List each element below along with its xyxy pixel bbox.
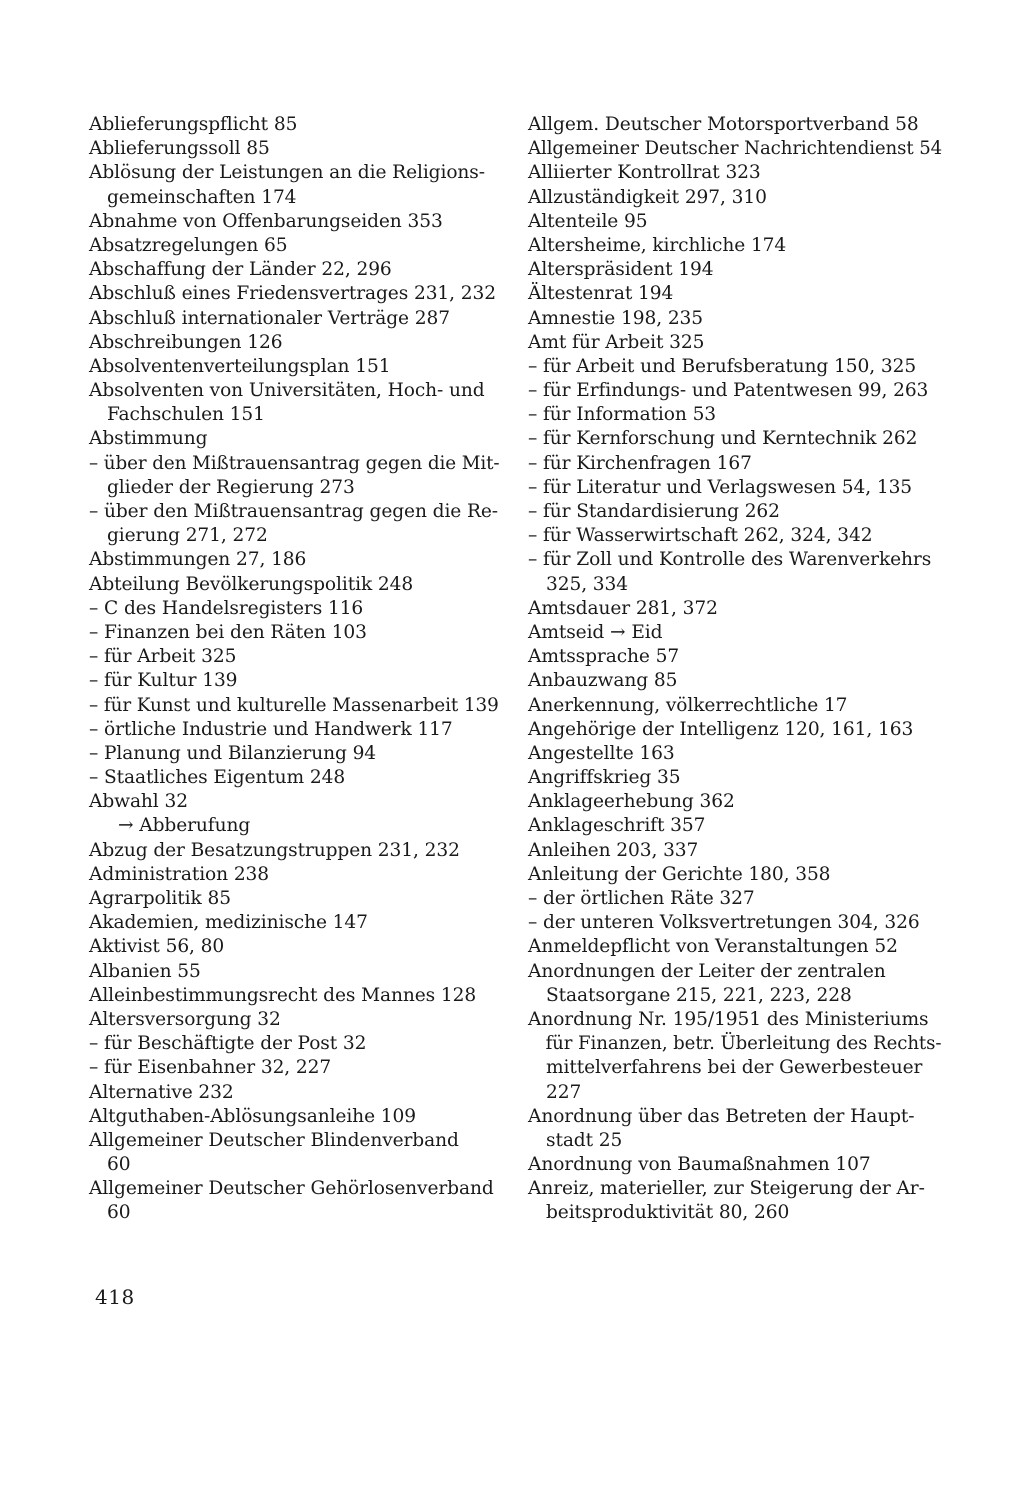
- index-column-left: [89, 113, 499, 1226]
- index-entry: Absolventen von Universitäten, Hoch- und: [89, 380, 485, 402]
- index-entry: Abschaffung der Länder 22, 296: [89, 259, 392, 281]
- index-entry: – für Kunst und kulturelle Massenarbeit 139: [89, 694, 499, 716]
- index-entry: – Planung und Bilanzierung 94: [89, 742, 377, 764]
- index-entry: für Finanzen, betr. Überleitung des Rechts-: [545, 1033, 942, 1055]
- index-entry: – für Kernforschung und Kerntechnik 262: [528, 428, 918, 450]
- index-entry: Allgemeiner Deutscher Blindenverband: [89, 1129, 459, 1151]
- index-entry: – örtliche Industrie und Handwerk 117: [89, 718, 453, 740]
- index-entry: Allgem. Deutscher Motorsportverband 58: [528, 114, 919, 135]
- index-entry: – für Wasserwirtschaft 262, 324, 342: [528, 525, 873, 547]
- index-entry: Allgemeiner Deutscher Nachrichtendienst 54: [528, 138, 943, 160]
- index-entry: → Abberufung: [118, 815, 251, 837]
- index-entry: Alliierter Kontrollrat 323: [528, 162, 761, 184]
- index-entry: Anklageerhebung 362: [528, 791, 735, 813]
- index-entry: – für Beschäftigte der Post 32: [89, 1033, 367, 1055]
- index-entry: – der unteren Volksvertretungen 304, 326: [528, 912, 920, 934]
- index-entry: gemeinschaften 174: [107, 186, 297, 208]
- index-entry: Ablösung der Leistungen an die Religions-: [89, 162, 485, 184]
- index-entry: Alterspräsident 194: [528, 259, 714, 281]
- index-entry: glieder der Regierung 273: [107, 476, 355, 498]
- index-entry: Albanien 55: [89, 960, 201, 982]
- index-entry: Anordnungen der Leiter der zentralen: [528, 960, 886, 982]
- index-entry: – Finanzen bei den Räten 103: [89, 621, 367, 643]
- index-entry: Alternative 232: [89, 1081, 234, 1103]
- index-entry: Allgemeiner Deutscher Gehörlosenverband: [89, 1178, 494, 1200]
- index-entry: Amtssprache 57: [528, 646, 680, 668]
- index-entry: Anleitung der Gerichte 180, 358: [528, 863, 831, 885]
- index-entry: Amtsdauer 281, 372: [528, 597, 718, 619]
- index-entry: – der örtlichen Räte 327: [528, 888, 755, 909]
- index-entry: Anmeldepflicht von Veranstaltungen 52: [528, 936, 898, 958]
- index-entry: 60: [107, 1154, 131, 1176]
- index-entry: – für Literatur und Verlagswesen 54, 135: [528, 476, 913, 498]
- index-entry: Angriffskrieg 35: [528, 767, 681, 789]
- index-entry: Alleinbestimmungsrecht des Mannes 128: [89, 984, 477, 1006]
- index-entry: Ältestenrat 194: [528, 283, 674, 305]
- index-entry: – für Erfindungs- und Patentwesen 99, 263: [528, 380, 929, 402]
- index-entry: Akademien, medizinische 147: [89, 912, 368, 934]
- index-entry: Allzuständigkeit 297, 310: [528, 186, 767, 208]
- index-entry: Anleihen 203, 337: [528, 839, 699, 861]
- index-entry: – Staatliches Eigentum 248: [89, 767, 346, 789]
- index-entry: Administration 238: [89, 863, 270, 885]
- index-entry: gierung 271, 272: [107, 525, 268, 547]
- index-entry: Agrarpolitik 85: [89, 888, 231, 909]
- index-entry: stadt 25: [546, 1129, 623, 1151]
- index-entry: Amnestie 198, 235: [528, 307, 704, 329]
- index-entry: Abschreibungen 126: [89, 331, 283, 353]
- index-entry: Anordnung Nr. 195/1951 des Ministeriums: [528, 1008, 929, 1030]
- index-entry: Altersversorgung 32: [89, 1008, 281, 1030]
- index-entry: – für Kirchenfragen 167: [528, 452, 752, 474]
- index-entry: Ablieferungssoll 85: [89, 138, 270, 160]
- index-entry: Absatzregelungen 65: [89, 234, 288, 256]
- index-entry: Abstimmungen 27, 186: [89, 549, 307, 571]
- index-entry: – über den Mißtrauensantrag gegen die Mit-: [89, 452, 500, 474]
- index-entry: Abschluß eines Friedensvertrages 231, 232: [89, 283, 496, 305]
- index-entry: Angestellte 163: [528, 742, 675, 764]
- index-entry: Ablieferungspflicht 85: [89, 114, 298, 135]
- index-entry: – C des Handelsregisters 116: [89, 597, 364, 619]
- index-entry: Anerkennung, völkerrechtliche 17: [528, 694, 848, 716]
- index-column-right: [528, 113, 942, 1226]
- index-entry: Abnahme von Offenbarungseiden 353: [89, 210, 443, 232]
- page-number: 418: [95, 1285, 135, 1309]
- index-entry: Anklageschrift 357: [528, 815, 706, 837]
- index-entry: 60: [107, 1202, 131, 1224]
- index-entry: – für Kultur 139: [89, 670, 238, 692]
- index-entry: Anordnung von Baumaßnahmen 107: [528, 1154, 871, 1176]
- index-entry: Abzug der Besatzungstruppen 231, 232: [89, 839, 460, 861]
- index-entry: – für Standardisierung 262: [528, 501, 780, 522]
- index-entry: Abstimmung: [89, 428, 208, 450]
- index-entry: 227: [546, 1081, 582, 1103]
- index-entry: Fachschulen 151: [107, 404, 265, 426]
- index-entry: – für Arbeit und Berufsberatung 150, 325: [528, 355, 917, 377]
- index-entry: – für Eisenbahner 32, 227: [89, 1057, 332, 1079]
- index-entry: – über den Mißtrauensantrag gegen die Re-: [89, 501, 498, 522]
- index-entry: – für Information 53: [528, 404, 717, 426]
- index-entry: Abwahl 32: [89, 791, 188, 813]
- index-entry: Anbauzwang 85: [528, 670, 678, 692]
- index-entry: beitsproduktivität 80, 260: [546, 1202, 790, 1224]
- index-entry: Aktivist 56, 80: [89, 936, 225, 958]
- index-entry: Absolventenverteilungsplan 151: [89, 355, 391, 377]
- index-entry: Anordnung über das Betreten der Haupt-: [528, 1105, 915, 1127]
- index-entry: Altguthaben-Ablösungsanleihe 109: [89, 1105, 416, 1127]
- index-entry: – für Arbeit 325: [89, 646, 237, 668]
- index-entry: Angehörige der Intelligenz 120, 161, 163: [528, 718, 914, 740]
- index-entry: Staatsorgane 215, 221, 223, 228: [546, 984, 852, 1006]
- index-entry: Altersheime, kirchliche 174: [528, 234, 787, 256]
- index-entry: Abteilung Bevölkerungspolitik 248: [89, 573, 414, 595]
- index-entry: – für Zoll und Kontrolle des Warenverkehrs: [528, 549, 932, 571]
- index-entry: Amt für Arbeit 325: [528, 331, 705, 353]
- index-entry: Abschluß internationaler Verträge 287: [89, 307, 450, 329]
- index-entry: Altenteile 95: [528, 210, 648, 232]
- index-entry: Amtseid → Eid: [528, 621, 663, 643]
- index-entry: 325, 334: [546, 573, 629, 595]
- index-entry: Anreiz, materieller, zur Steigerung der Ar-: [528, 1178, 925, 1200]
- index-entry: mittelverfahrens bei der Gewerbesteuer: [546, 1057, 923, 1079]
